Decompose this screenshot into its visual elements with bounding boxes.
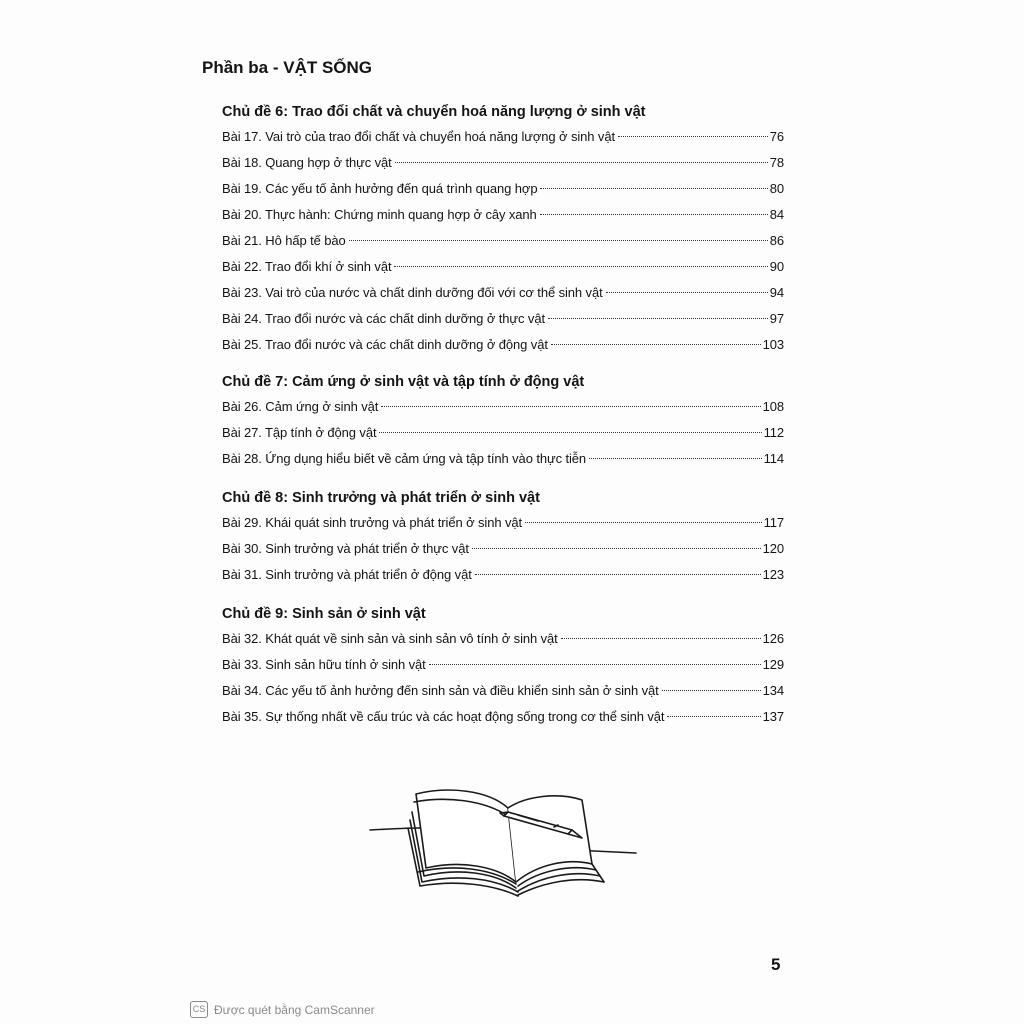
entry-title: Bài 24. Trao đổi nước và các chất dinh dưỡng ở thực vật — [222, 311, 545, 326]
dot-leader — [551, 344, 761, 345]
topic-title: Chủ đề 6: Trao đổi chất và chuyển hoá năng lượng ở sinh vật — [222, 104, 646, 120]
entry-page-number: 94 — [769, 285, 784, 300]
entry-page-number: 114 — [763, 451, 784, 466]
entry-page-number: 137 — [762, 709, 784, 724]
page-number: 5 — [771, 955, 781, 974]
dot-leader — [662, 690, 761, 691]
topic-title: Chủ đề 7: Cảm ứng ở sinh vật và tập tính ở động vật — [222, 374, 585, 390]
entry-title: Bài 18. Quang hợp ở thực vật — [222, 155, 392, 170]
entry-page-number: 108 — [762, 399, 784, 414]
toc-entry — [222, 254, 784, 280]
toc-entry — [222, 678, 784, 704]
dot-leader — [667, 716, 760, 717]
dot-leader — [394, 266, 767, 267]
entry-list — [222, 626, 784, 730]
toc-entry — [222, 332, 784, 358]
toc-entry — [222, 652, 784, 678]
entry-title: Bài 19. Các yếu tố ảnh hưởng đến quá trình quang hợp — [222, 181, 538, 196]
entry-title: Bài 32. Khát quát về sinh sản và sinh sản vô tính ở sinh vật — [222, 631, 558, 646]
entry-page-number: 117 — [763, 515, 784, 530]
entry-page-number: 123 — [762, 567, 784, 582]
topic-title: Chủ đề 9: Sinh sản ở sinh vật — [222, 606, 426, 622]
entry-title: Bài 33. Sinh sản hữu tính ở sinh vật — [222, 657, 426, 672]
entry-page-number: 78 — [769, 155, 784, 170]
toc-entry — [222, 394, 784, 420]
toc-entry — [222, 562, 784, 588]
part-title: Phần ba - VẬT SỐNG — [202, 58, 373, 77]
toc-entry — [222, 124, 784, 150]
dot-leader — [349, 240, 768, 241]
topic-section — [222, 370, 784, 472]
toc-entry — [222, 704, 784, 730]
entry-page-number: 90 — [769, 259, 784, 274]
dot-leader — [395, 162, 768, 163]
toc-entry — [222, 446, 784, 472]
topic-section — [222, 602, 784, 730]
dot-leader — [618, 136, 768, 137]
entry-title: Bài 21. Hô hấp tế bào — [222, 233, 346, 248]
entry-title: Bài 20. Thực hành: Chứng minh quang hợp ở cây xanh — [222, 207, 537, 222]
dot-leader — [540, 214, 768, 215]
topic-section — [222, 486, 784, 588]
dot-leader — [548, 318, 768, 319]
open-book-with-pen-icon — [368, 772, 638, 902]
toc-entry — [222, 202, 784, 228]
dot-leader — [561, 638, 761, 639]
toc-entry — [222, 626, 784, 652]
camscanner-logo-icon: CS — [190, 1001, 208, 1018]
topic-section — [222, 100, 784, 358]
dot-leader — [472, 548, 761, 549]
dot-leader — [379, 432, 761, 433]
entry-page-number: 134 — [762, 683, 784, 698]
entry-title: Bài 17. Vai trò của trao đổi chất và chuyển hoá năng lượng ở sinh vật — [222, 129, 615, 144]
toc-entry — [222, 306, 784, 332]
dot-leader — [589, 458, 762, 459]
dot-leader — [381, 406, 760, 407]
entry-title: Bài 27. Tập tính ở động vật — [222, 425, 377, 440]
entry-page-number: 76 — [769, 129, 784, 144]
entry-title: Bài 28. Ứng dụng hiểu biết về cảm ứng và tập tính vào thực tiễn — [222, 451, 587, 466]
topic-title: Chủ đề 8: Sinh trưởng và phát triển ở sinh vật — [222, 490, 540, 506]
entry-page-number: 126 — [762, 631, 784, 646]
entry-page-number: 84 — [769, 207, 784, 222]
entry-title: Bài 22. Trao đổi khí ở sinh vật — [222, 259, 392, 274]
entry-page-number: 80 — [769, 181, 784, 196]
entry-title: Bài 29. Khái quát sinh trưởng và phát triển ở sinh vật — [222, 515, 523, 530]
entry-list — [222, 510, 784, 588]
entry-page-number: 97 — [769, 311, 784, 326]
entry-title: Bài 34. Các yếu tố ảnh hưởng đến sinh sản và điều khiển sinh sản ở sinh vật — [222, 683, 659, 698]
toc-entry — [222, 176, 784, 202]
dot-leader — [540, 188, 767, 189]
entry-title: Bài 25. Trao đổi nước và các chất dinh dưỡng ở động vật — [222, 337, 548, 352]
toc-entry — [222, 280, 784, 306]
entry-page-number: 103 — [762, 337, 784, 352]
entry-title: Bài 30. Sinh trưởng và phát triển ở thực vật — [222, 541, 469, 556]
dot-leader — [525, 522, 762, 523]
entry-title: Bài 31. Sinh trưởng và phát triển ở động vật — [222, 567, 472, 582]
dot-leader — [429, 664, 761, 665]
toc-entry — [222, 536, 784, 562]
scanner-text: Được quét bằng CamScanner — [214, 1002, 375, 1017]
scanner-watermark — [190, 1001, 375, 1018]
entry-page-number: 120 — [762, 541, 784, 556]
toc-entry — [222, 420, 784, 446]
toc-entry — [222, 510, 784, 536]
entry-title: Bài 35. Sự thống nhất về cấu trúc và các hoạt động sống trong cơ thể sinh vật — [222, 709, 665, 724]
entry-page-number: 112 — [763, 425, 784, 440]
toc-entry — [222, 150, 784, 176]
toc-entry — [222, 228, 784, 254]
entry-title: Bài 23. Vai trò của nước và chất dinh dưỡng đối với cơ thể sinh vật — [222, 285, 603, 300]
entry-list — [222, 124, 784, 358]
entry-title: Bài 26. Cảm ứng ở sinh vật — [222, 399, 379, 414]
dot-leader — [606, 292, 768, 293]
entry-page-number: 86 — [769, 233, 784, 248]
entry-page-number: 129 — [762, 657, 784, 672]
dot-leader — [475, 574, 761, 575]
entry-list — [222, 394, 784, 472]
